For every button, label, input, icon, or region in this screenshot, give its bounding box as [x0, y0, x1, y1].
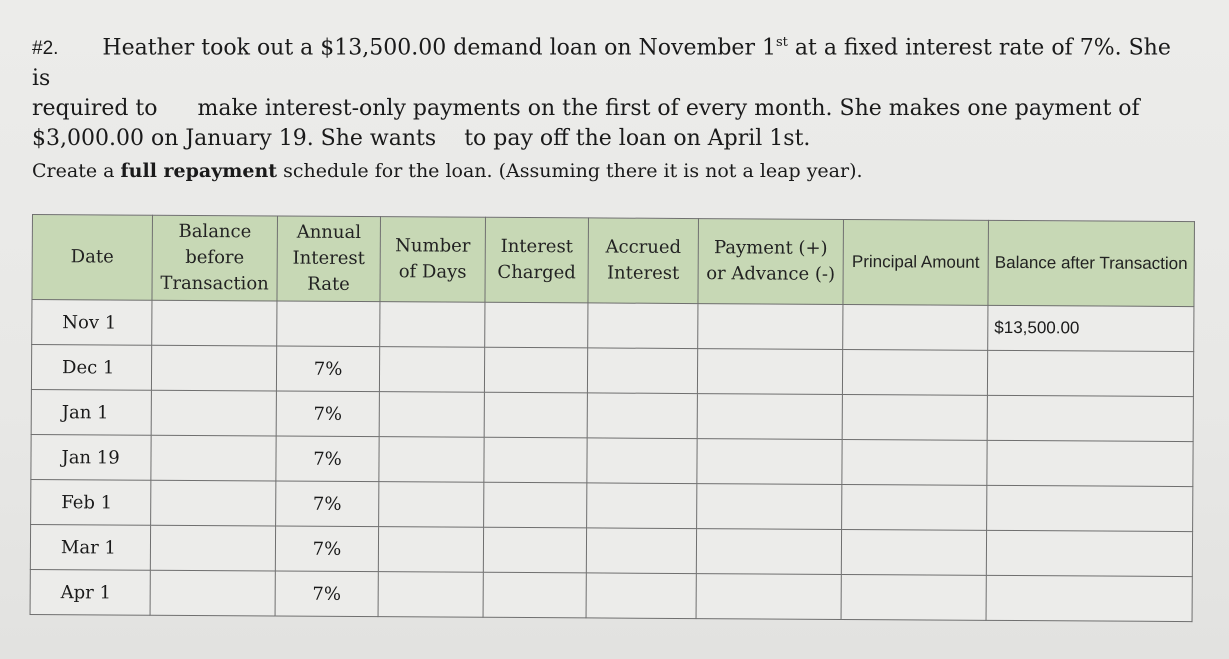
problem-line-3: $3,000.00 on January 19. She wants to pay off the loan on April 1st. [32, 126, 811, 152]
cell-number-of-days [380, 302, 485, 348]
cell-accrued-interest [586, 528, 696, 574]
header-annual-rate: Annual Interest Rate [277, 216, 381, 302]
cell-balance-before [151, 390, 276, 436]
cell-payment-or-advance [697, 394, 842, 440]
cell-date: Mar 1 [30, 524, 150, 570]
cell-balance-after [987, 350, 1193, 396]
cell-balance-after: $13,500.00 [988, 305, 1194, 351]
header-interest-charged: Interest Charged [485, 217, 589, 303]
cell-interest-charged [483, 572, 586, 618]
cell-principal-amount [842, 394, 987, 440]
header-date: Date [32, 215, 153, 301]
cell-number-of-days [378, 572, 483, 618]
table-row [31, 389, 1193, 441]
header-number-of-days: Number of Days [380, 217, 486, 303]
cell-payment-or-advance [698, 304, 843, 350]
header-balance-before: Balance before Transaction [152, 215, 278, 301]
cell-accrued-interest [588, 303, 698, 349]
cell-payment-or-advance [697, 484, 842, 530]
cell-balance-before [150, 570, 275, 616]
header-payment-or-advance: Payment (+) or Advance (-) [698, 219, 844, 305]
cell-accrued-interest [587, 393, 697, 439]
cell-balance-before [152, 300, 277, 346]
cell-principal-amount [842, 439, 987, 485]
table-row [31, 434, 1193, 486]
cell-interest-charged [484, 437, 587, 483]
cell-balance-after [986, 575, 1192, 621]
cell-number-of-days [379, 347, 484, 393]
cell-number-of-days [379, 482, 484, 528]
cell-annual-rate: 7% [276, 481, 379, 527]
cell-payment-or-advance [696, 574, 841, 620]
cell-principal-amount [843, 304, 988, 350]
cell-balance-before [150, 525, 275, 571]
repayment-schedule-table [30, 214, 1195, 622]
cell-annual-rate: 7% [276, 346, 379, 392]
cell-interest-charged [484, 392, 587, 438]
problem-line-2: required to make interest-only payments on the first of every month. She makes one payment of [32, 96, 1140, 122]
cell-payment-or-advance [696, 529, 841, 575]
cell-date: Apr 1 [30, 569, 150, 615]
table-row [30, 569, 1192, 621]
cell-annual-rate: 7% [275, 526, 378, 572]
cell-balance-after [987, 395, 1193, 441]
cell-principal-amount [841, 574, 986, 620]
table-row [31, 479, 1193, 531]
cell-payment-or-advance [697, 439, 842, 485]
cell-interest-charged [485, 302, 588, 348]
header-row [32, 215, 1194, 307]
cell-interest-charged [483, 527, 586, 573]
problem-number: #2. [32, 38, 59, 60]
cell-date: Dec 1 [31, 345, 151, 391]
cell-accrued-interest [587, 348, 697, 394]
cell-principal-amount [842, 349, 987, 395]
cell-annual-rate: 7% [276, 391, 379, 437]
cell-accrued-interest [586, 573, 696, 619]
cell-number-of-days [379, 437, 484, 483]
cell-accrued-interest [587, 438, 697, 484]
cell-principal-amount [841, 529, 986, 575]
table-row [30, 524, 1192, 576]
cell-balance-after [987, 485, 1193, 531]
cell-balance-after [986, 530, 1192, 576]
cell-interest-charged [484, 482, 587, 528]
header-balance-after: Balance after Transaction [988, 220, 1195, 306]
header-principal-amount: Principal Amount [843, 219, 989, 305]
cell-annual-rate: 7% [276, 436, 379, 482]
instruction: Create a full repayment schedule for the loan. (Assuming there it is not a leap year). [32, 160, 863, 182]
table-row [31, 345, 1193, 397]
cell-date: Feb 1 [31, 479, 151, 525]
cell-balance-before [151, 480, 276, 526]
cell-accrued-interest [587, 483, 697, 529]
cell-date: Jan 19 [31, 434, 151, 480]
cell-payment-or-advance [697, 349, 842, 395]
cell-date: Jan 1 [31, 389, 151, 435]
problem-statement [32, 28, 1192, 154]
header-accrued-interest: Accrued Interest [588, 218, 699, 304]
cell-date: Nov 1 [32, 300, 152, 346]
cell-annual-rate [277, 301, 380, 347]
cell-interest-charged [484, 347, 587, 393]
cell-balance-before [151, 435, 276, 481]
cell-balance-before [151, 345, 276, 391]
cell-number-of-days [379, 392, 484, 438]
cell-number-of-days [378, 527, 483, 573]
cell-annual-rate: 7% [275, 571, 378, 617]
cell-balance-after [987, 440, 1193, 486]
cell-principal-amount [842, 484, 987, 530]
problem-line-1: #2. Heather took out a $13,500.00 demand loan on November 1st at a fixed interest rate of 7%. She is [32, 35, 1171, 92]
table-row [32, 300, 1194, 352]
